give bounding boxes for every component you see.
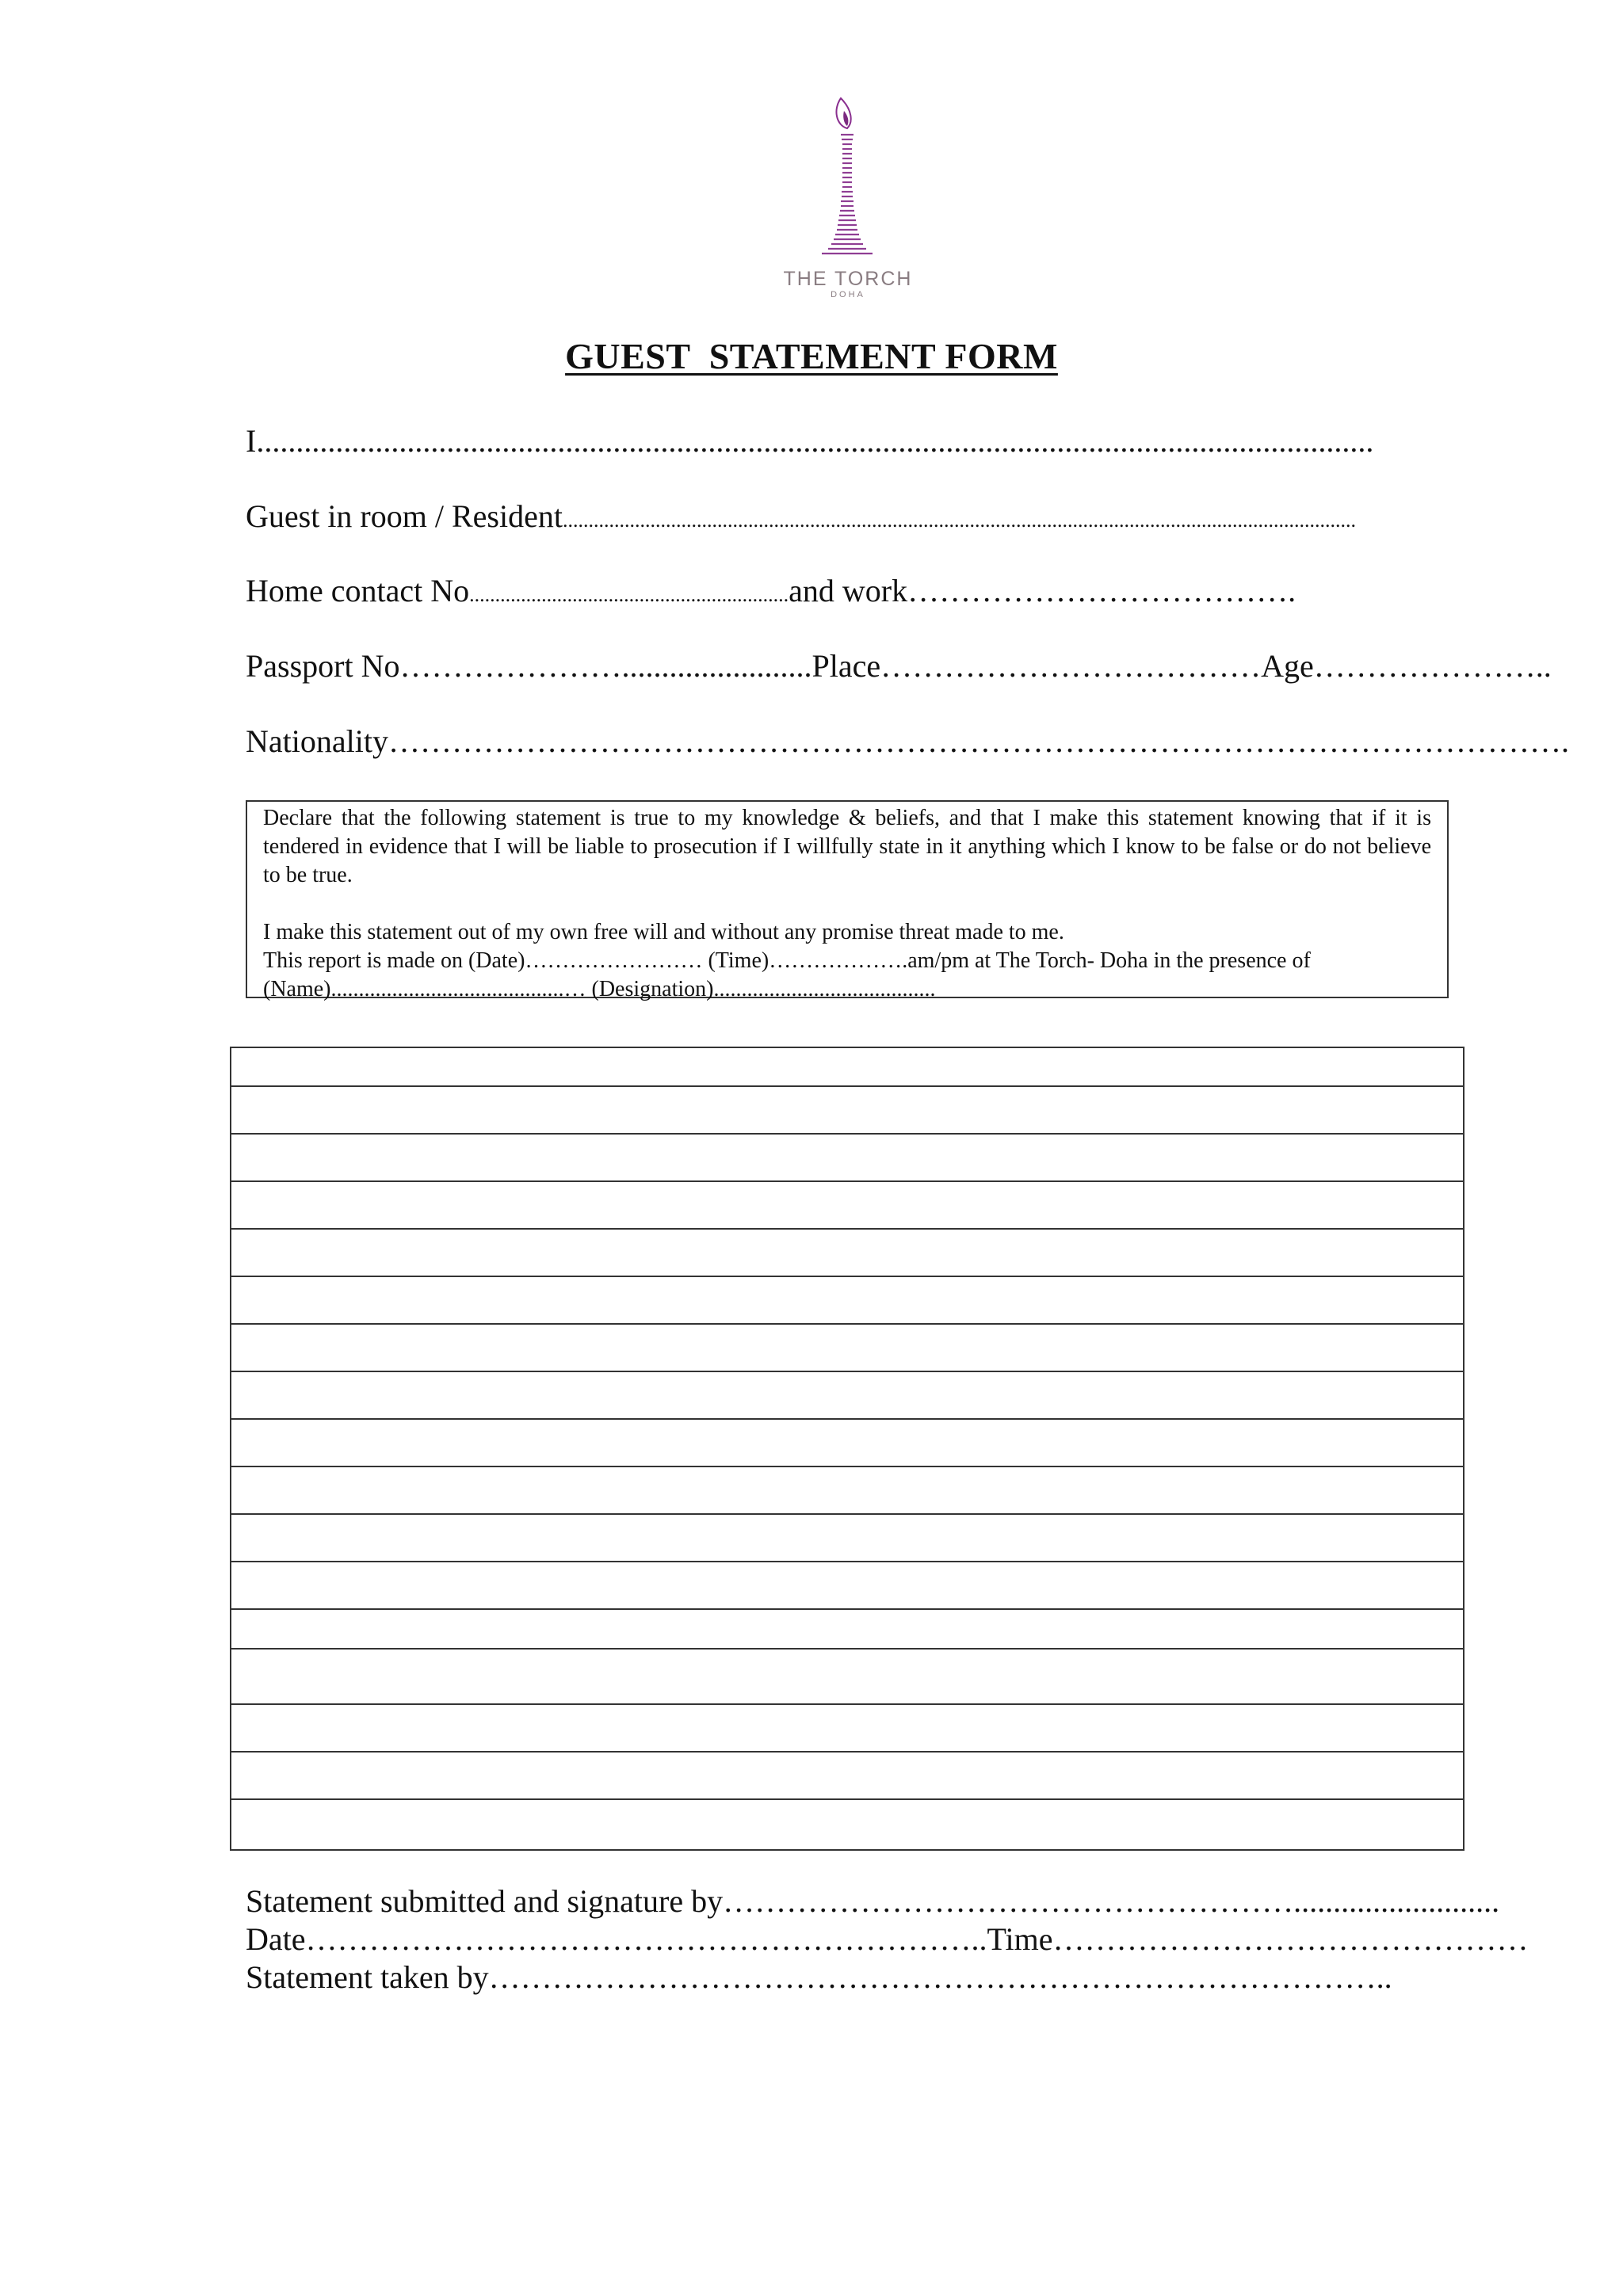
field-room[interactable] [246,498,1450,540]
signature-date-time-field[interactable] [246,1920,1529,1958]
declaration-report-info: This report is made on (Date)…………………… (Time)……………….am/pm at The Torch- Doha in the presence of [263,948,1311,973]
statement-line [231,1228,1463,1230]
field-age-label: Age [1261,648,1314,684]
statement-line [231,1751,1463,1753]
declaration-box [246,800,1449,1001]
torch-tower-icon [781,93,915,268]
signature-submitted-field[interactable] [246,1882,1500,1920]
field-work-dots: ………………………………. [907,573,1296,608]
statement-line [231,1608,1463,1610]
field-name[interactable] [246,422,1450,460]
field-name-line: I............................................................................................................................................. [246,423,1374,459]
field-passport[interactable] [246,647,1552,685]
signature-submitted-label: Statement submitted and signature by [246,1883,724,1919]
field-nationality-label: Nationality [246,723,388,759]
declaration-free-will: I make this statement out of my own free will and without any promise threat made to me. [263,920,1064,944]
signature-taken-dots: ………………………………………………………………………….. [488,1959,1392,1995]
statement-line [231,1323,1463,1325]
statement-line [231,1648,1463,1650]
torch-logo [781,93,915,303]
statement-line [231,1703,1463,1705]
statement-line [231,1133,1463,1135]
statement-line [231,1513,1463,1515]
field-age-dots: ………………….. [1313,648,1552,684]
field-nationality-dots: …………………………………………………………………………………………………. [388,723,1569,759]
declaration-name-designation: (Name)..........................................… (Designation)........................................ [263,977,936,1001]
signature-time-label: Time [987,1921,1053,1957]
logo-city: DOHA [831,290,865,299]
signature-time-dots: ……………………………………… [1052,1921,1529,1957]
statement-line [231,1418,1463,1420]
statement-line [231,1561,1463,1562]
declaration-paragraph-1: Declare that the following statement is true to my knowledge & beliefs, and that I make this statement knowing that if it is tendered in evidence that I will be liable to prosecution if I willfully state in it anything which I know to be false or do not believe to be true. [263,806,1431,887]
logo-name: THE TORCH [783,268,913,290]
field-passport-dots: …………………........................ [399,648,812,684]
statement-line [231,1371,1463,1372]
statement-line [231,1085,1463,1087]
signature-taken-by-field[interactable] [246,1958,1450,1997]
statement-line [231,1798,1463,1800]
statement-line [231,1180,1463,1182]
page-title: GUEST STATEMENT FORM [565,336,1058,376]
statement-line [231,1276,1463,1277]
statement-lines-area[interactable] [230,1047,1465,1851]
field-home-label: Home contact No [246,573,470,608]
signature-submitted-dots: ……………………………………………….......................... [723,1883,1500,1919]
field-place-label: Place [812,648,881,684]
signature-date-label: Date [246,1921,306,1957]
field-nationality[interactable] [246,723,1569,761]
field-room-dots: .......................................................................................................................................................... [562,509,1356,532]
field-contact[interactable] [246,572,1450,614]
signature-taken-label: Statement taken by [246,1959,489,1995]
statement-line [231,1466,1463,1467]
field-passport-label: Passport No [246,648,400,684]
signature-date-dots: ……………………………………………………….. [305,1921,987,1957]
field-work-label: and work [789,573,908,608]
field-place-dots: ……………………………… [880,648,1262,684]
field-home-dots: .............................................................. [469,583,789,606]
field-room-label: Guest in room / Resident [246,498,563,534]
